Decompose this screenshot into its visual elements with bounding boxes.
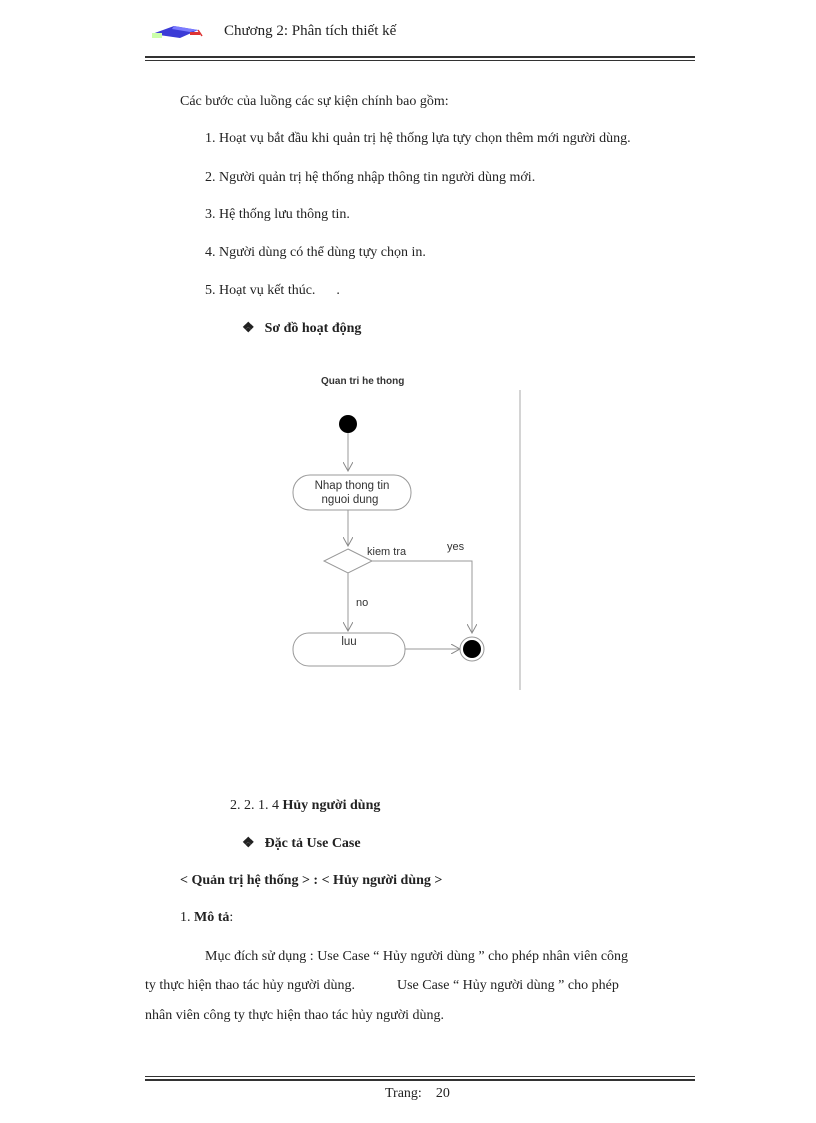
activity-diagram [285, 365, 530, 695]
diamond-bullet-icon: ❖ [242, 321, 255, 336]
footer-rule-bottom [145, 1079, 695, 1081]
activity-save-label: luu [341, 636, 357, 648]
step-1: 1. Hoạt vụ bắt đầu khi quản trị hệ thống lựa tựy chọn thêm mới người dùng. [205, 131, 631, 146]
step-4: 4. Người dùng có thể dùng tựy chọn in. [205, 245, 426, 260]
diamond-bullet-icon: ❖ [242, 836, 255, 851]
swimlane-title: Quan tri he thong [321, 376, 405, 387]
activity-heading-text: Sơ đồ hoạt động [264, 321, 362, 336]
intro-text: Các bước của luồng các sự kiện chính bao gồm: [180, 94, 449, 109]
header-rule-top [145, 56, 695, 58]
description-label-text: Mô tả [194, 910, 230, 925]
section-heading [230, 798, 380, 814]
step-2: 2. Người quản trị hệ thống nhập thông tin người dùng mới. [205, 170, 536, 185]
section-number: 2. 2. 1. 4 [230, 798, 283, 813]
section-title: Hủy người dùng [282, 798, 381, 813]
usecase-heading [242, 835, 361, 852]
paragraph-line-2: ty thực hiện thao tác hủy người dùng. Use Case “ Hủy người dùng ” cho phép [145, 978, 619, 993]
usecase-title: < Quản trị hệ thống > : < Hủy người dùng > [180, 873, 443, 888]
decision-label: kiem tra [367, 546, 407, 558]
footer-rule-top [145, 1076, 695, 1077]
header-logo [150, 22, 206, 44]
yes-label: yes [447, 541, 465, 553]
header-title: Chương 2: Phân tích thiết kế [224, 23, 397, 39]
activity-input-line1: Nhap thong tin [314, 480, 390, 492]
flow-yes [372, 561, 472, 633]
description-number: 1. [180, 910, 194, 925]
initial-node [339, 415, 357, 433]
step-3: 3. Hệ thống lưu thông tin. [205, 207, 350, 222]
step-5: 5. Hoạt vụ kết thúc. . [205, 283, 340, 298]
decision-node [324, 549, 372, 573]
description-colon: : [229, 910, 234, 925]
activity-diagram-svg [285, 365, 530, 695]
page-number: Trang: 20 [385, 1086, 450, 1101]
activity-input-line2: nguoi dung [321, 494, 379, 506]
final-node-inner [463, 640, 481, 658]
paragraph-line-3: nhân viên công ty thực hiện thao tác hủy người dùng. [145, 1008, 445, 1023]
header-rule-bottom [145, 60, 695, 61]
no-label: no [356, 597, 369, 609]
usecase-heading-text: Đặc tả Use Case [264, 836, 361, 851]
description-label [180, 910, 233, 926]
activity-heading [242, 320, 361, 337]
paragraph-line-1: Mục đích sử dụng : Use Case “ Hủy người dùng ” cho phép nhân viên công [205, 949, 629, 964]
